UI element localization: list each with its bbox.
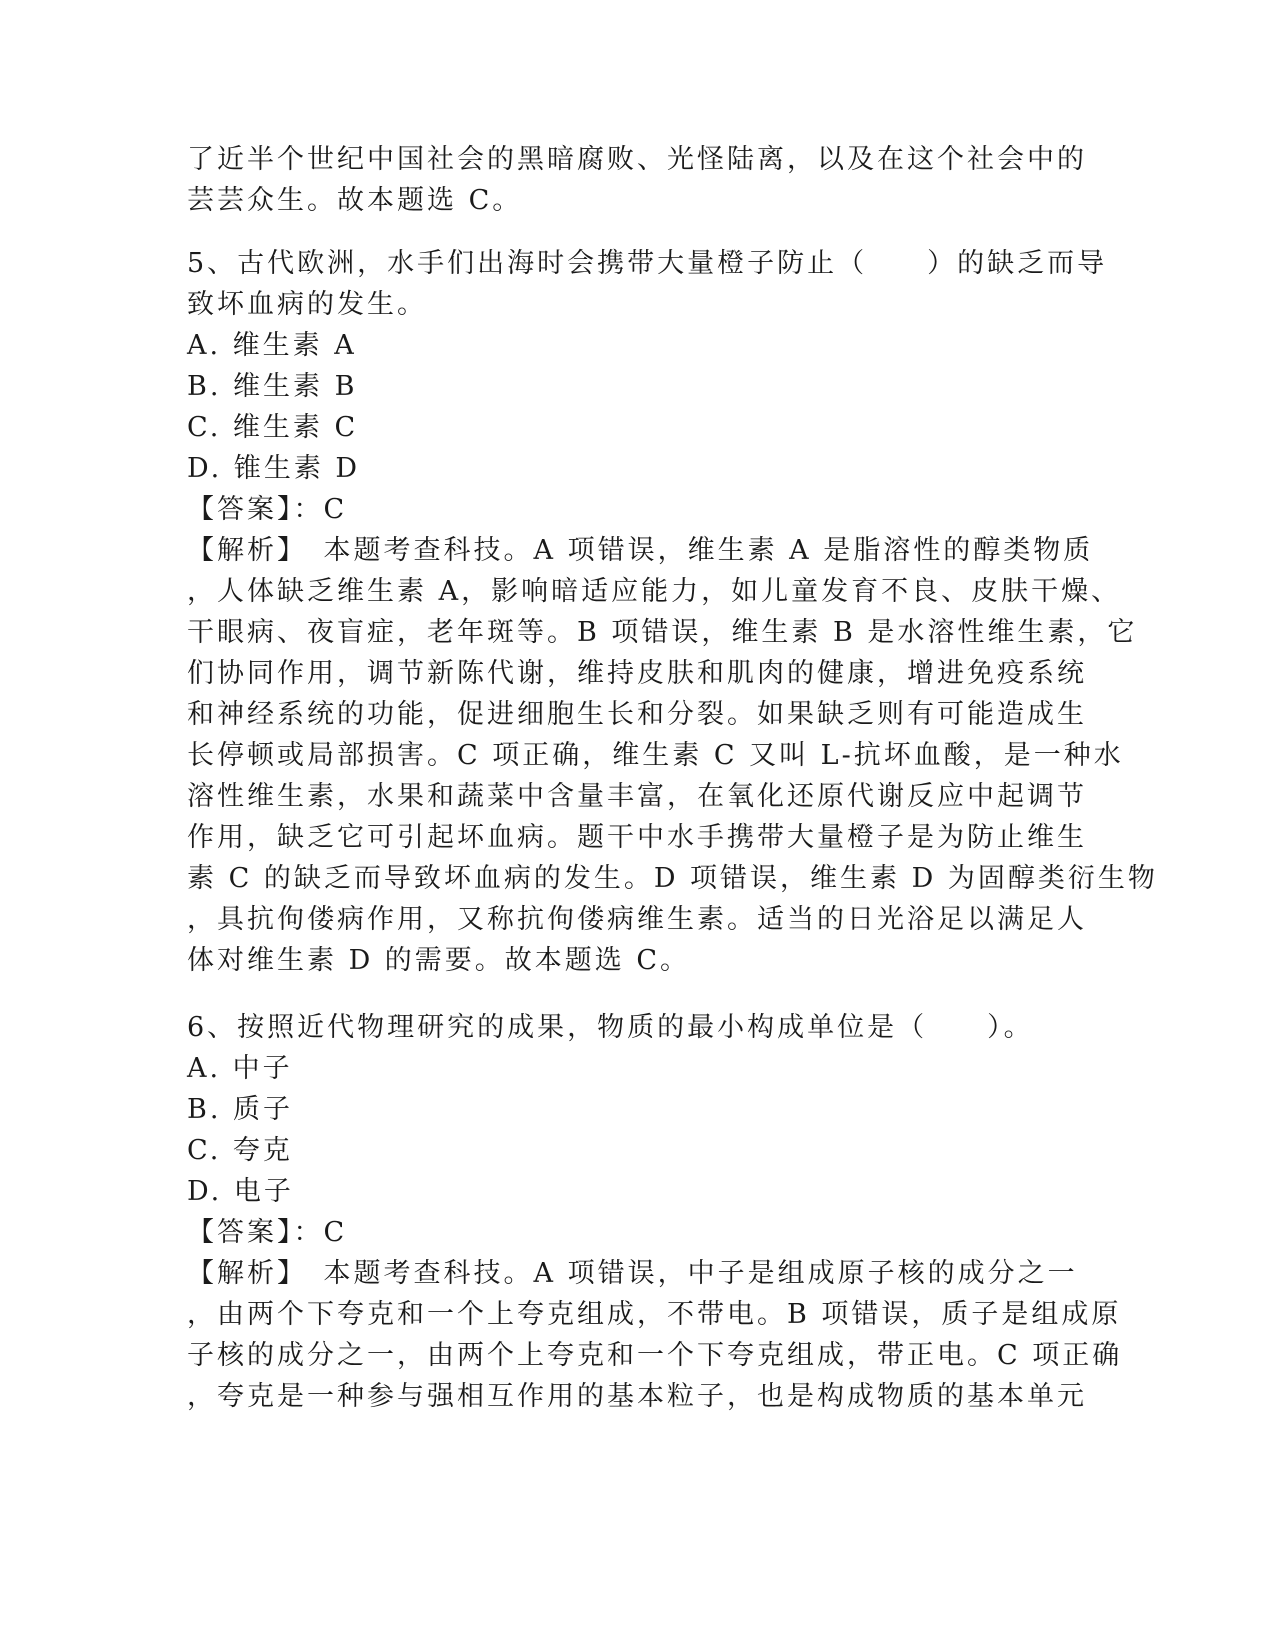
question-6-answer: 【答案】：C [187,1217,348,1248]
question-5-option-a: A. 维生素 A [187,330,357,361]
question-5-answer: 【答案】：C [187,494,348,525]
intro-line: 芸芸众生。故本题选 C。 [187,185,523,216]
question-5-option-d: D. 锥生素 D [187,453,361,484]
question-5-analysis-line: 体对维生素 D 的需要。故本题选 C。 [187,945,691,976]
question-5-analysis-line: 长停顿或局部损害。C 项正确，维生素 C 又叫 L-抗坏血酸，是一种水 [187,740,1124,771]
question-5-analysis-line: 和神经系统的功能，促进细胞生长和分裂。如果缺乏则有可能造成生 [187,699,1087,730]
question-6-analysis-line: ，由两个下夸克和一个上夸克组成，不带电。B 项错误，质子是组成原 [187,1299,1122,1330]
question-5-stem: 5、古代欧洲，水手们出海时会携带大量橙子防止（ ）的缺乏而导 [187,248,1108,279]
question-5-stem: 致坏血病的发生。 [187,289,427,320]
question-5-analysis-line: 作用，缺乏它可引起坏血病。题干中水手携带大量橙子是为防止维生 [187,822,1087,853]
question-6-option-c: C. 夸克 [187,1135,293,1166]
question-5-analysis-line: 溶性维生素，水果和蔬菜中含量丰富，在氧化还原代谢反应中起调节 [187,781,1087,812]
question-6-option-b: B. 质子 [187,1094,294,1125]
question-6-analysis-line: 【解析】 本题考查科技。A 项错误，中子是组成原子核的成分之一 [187,1258,1078,1289]
question-6-option-d: D. 电子 [187,1176,294,1207]
question-5-analysis-line: ，具抗佝偻病作用，又称抗佝偻病维生素。适当的日光浴足以满足人 [187,904,1087,935]
question-6-analysis-line: 子核的成分之一，由两个上夸克和一个下夸克组成，带正电。C 项正确 [187,1340,1123,1371]
question-5-analysis-line: 素 C 的缺乏而导致坏血病的发生。D 项错误，维生素 D 为固醇类衍生物 [187,863,1158,894]
intro-line: 了近半个世纪中国社会的黑暗腐败、光怪陆离，以及在这个社会中的 [187,144,1087,175]
question-6-option-a: A. 中子 [187,1053,293,1084]
question-5-option-b: B. 维生素 B [187,371,358,402]
question-6-stem: 6、按照近代物理研究的成果，物质的最小构成单位是（ ）。 [187,1012,1034,1043]
question-5-analysis-line: 【解析】 本题考查科技。A 项错误，维生素 A 是脂溶性的醇类物质 [187,535,1094,566]
question-5-analysis-line: 干眼病、夜盲症，老年斑等。B 项错误，维生素 B 是水溶性维生素，它 [187,617,1138,648]
question-5-analysis-line: 们协同作用，调节新陈代谢，维持皮肤和肌肉的健康，增进免疫系统 [187,658,1087,689]
question-5-option-c: C. 维生素 C [187,412,359,443]
question-6-analysis-line: ，夸克是一种参与强相互作用的基本粒子，也是构成物质的基本单元 [187,1381,1087,1412]
question-5-analysis-line: ，人体缺乏维生素 A，影响暗适应能力，如儿童发育不良、皮肤干燥、 [187,576,1122,607]
